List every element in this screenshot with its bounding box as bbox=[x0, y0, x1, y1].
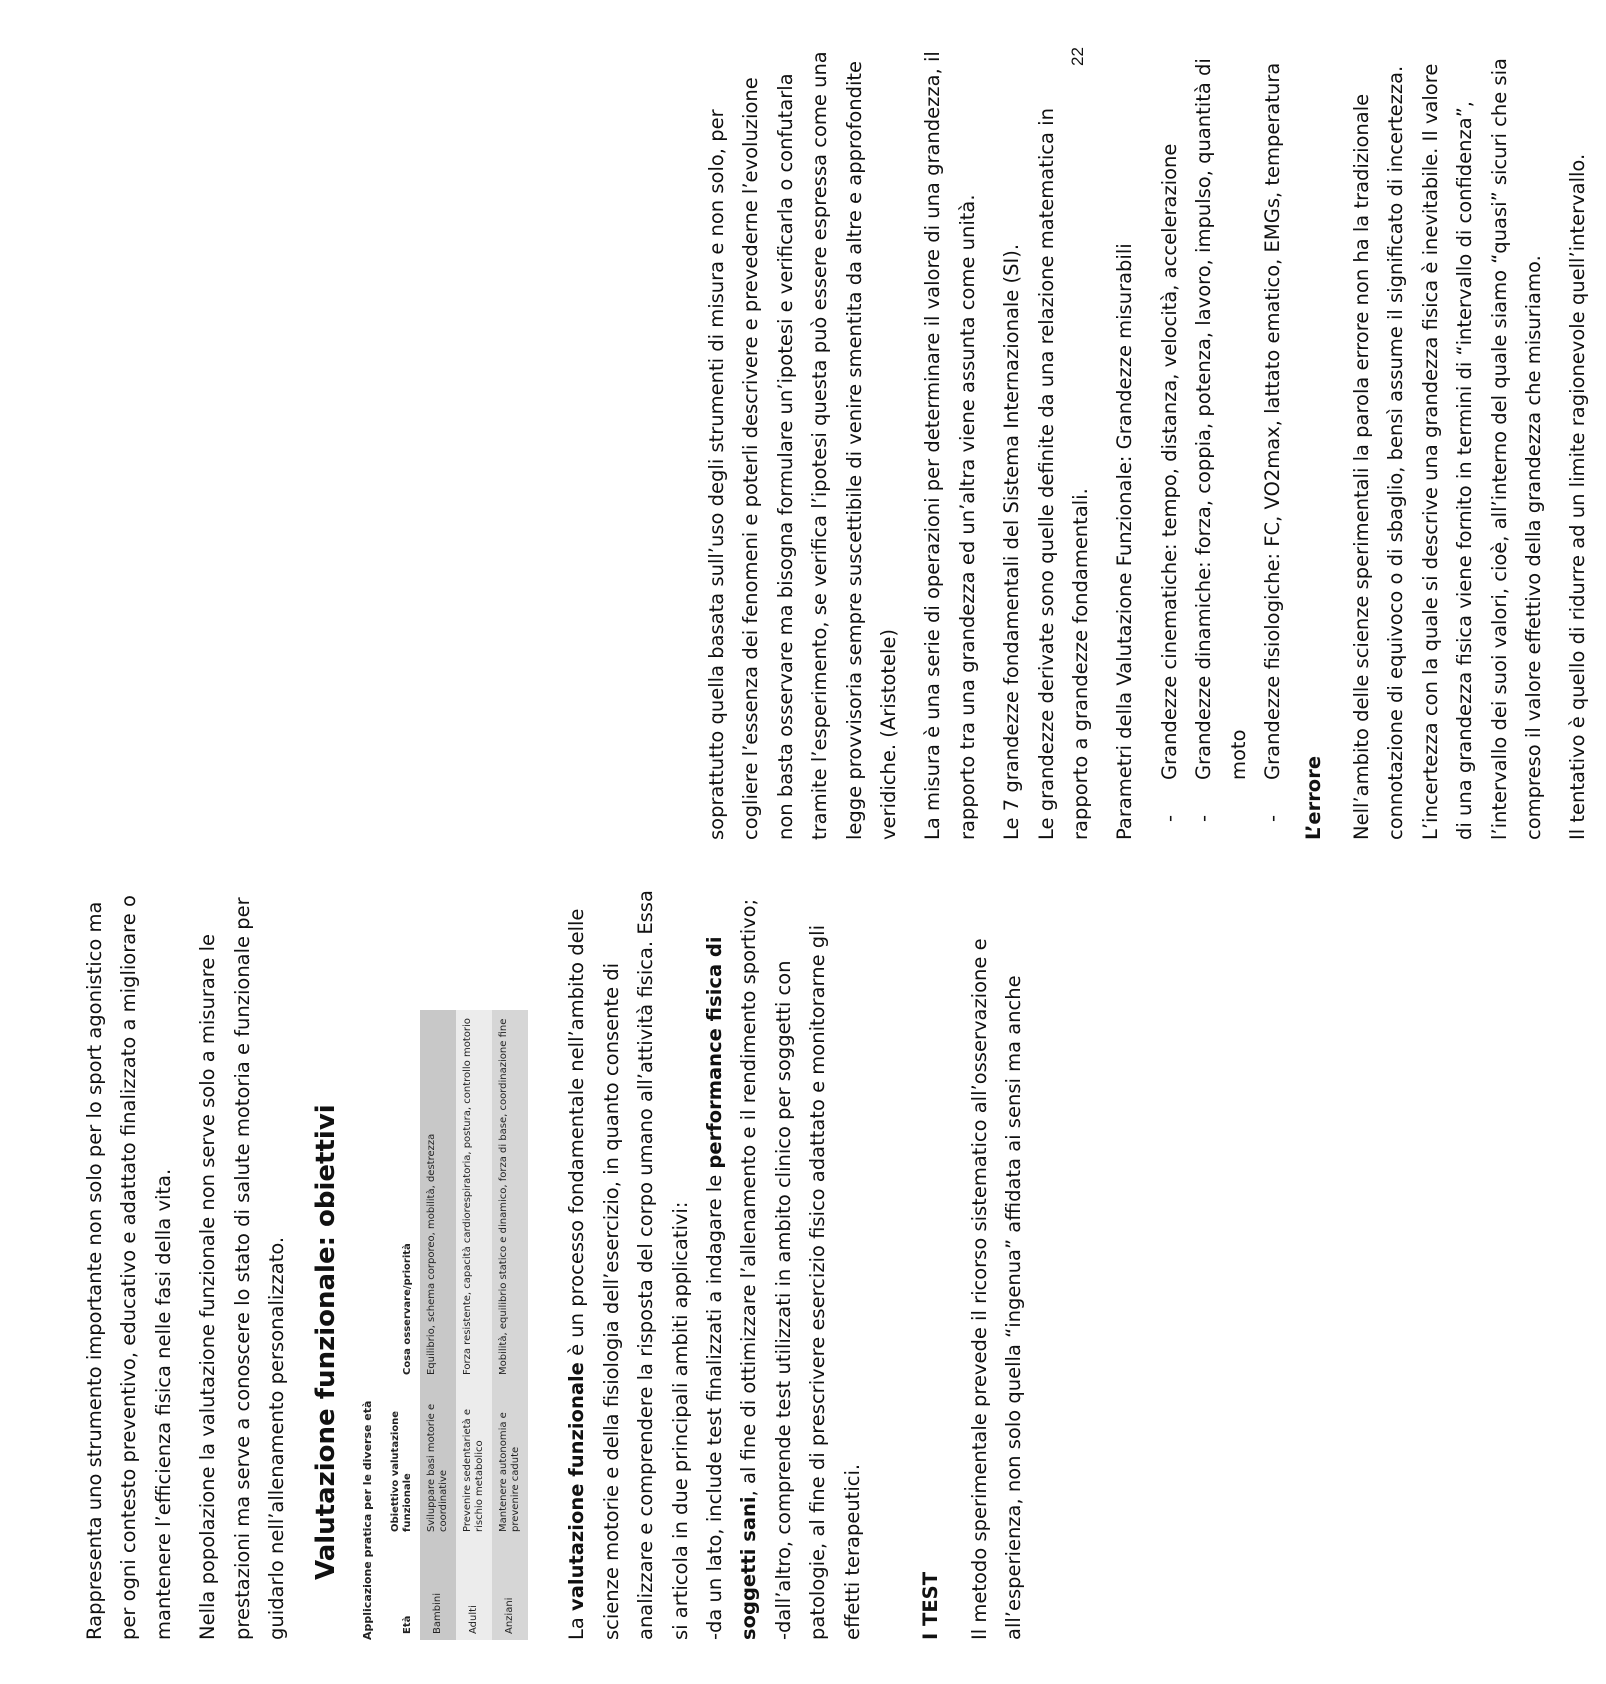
table-row bbox=[456, 1010, 492, 1640]
section-heading-test: I TEST bbox=[919, 1571, 943, 1640]
table-row bbox=[492, 1010, 528, 1640]
right-column bbox=[700, 50, 1606, 840]
age-table bbox=[384, 1010, 528, 1640]
section-heading-error: L’errore bbox=[1301, 755, 1325, 840]
paragraph-population: Nella popolazione la valutazione funzionale non serve solo a misurare le prestazioni ma serve a conoscere lo stato di salute motoria e funzionale per guidarlo nell’allenamento personalizzato. bbox=[196, 897, 289, 1640]
table-cell: Forza resistente, capacità cardiorespiratoria, postura, controllo motorio bbox=[456, 1010, 492, 1381]
paragraph-continued: soprattutto quella basata sull’uso degli strumenti di misura e non solo, per cogliere l’essenza dei fenomeni e poterli descrivere e prevederne l’evoluzione non basta osservare ma bisogna formulare un’ipotesi e verificarla o confutarla tramite l’esperimento, se verifica l’ipotesi questa può essere espressa come una legge provvisoria sempre suscettibile di venire smentita da altre e approfondite veridiche. (Aristotele) bbox=[705, 51, 901, 840]
table-cell: Mobilità, equilibrio statico e dinamico, forza di base, coordinazione fine bbox=[492, 1010, 528, 1381]
table-cell: Prevenire sedentarietà e rischio metabolico bbox=[456, 1381, 492, 1538]
table-header: Obiettivo valutazione funzionale bbox=[390, 1410, 414, 1532]
paragraph-method: Il metodo sperimentale prevede il ricorso sistematico all’osservazione e all’esperienza, non solo quella “ingenua” affidata ai sensi ma anche bbox=[967, 938, 1025, 1640]
section-heading-objectives: Valutazione funzionale: obiettivi bbox=[311, 1104, 342, 1580]
table-cell: Mantenere autonomia e prevenire cadute bbox=[492, 1381, 528, 1538]
list-item: - Grandezze dinamiche: forza, coppia, potenza, lavoro, impulso, quantità di moto bbox=[1187, 50, 1256, 840]
paragraph-attempt: Il tentativo è quello di ridurre ad un limite ragionevole quell’intervallo. bbox=[1566, 153, 1590, 840]
table-cell: Equilibrio, schema corporeo, mobilità, destrezza bbox=[420, 1010, 456, 1381]
bold-term: valutazione funzionale bbox=[565, 1362, 589, 1611]
paragraph-si: Le 7 grandezze fondamentali del Sistema Internazionale (SI). Le grandezze derivate sono quelle definite da una relazione matematica in rapporto a grandezze fondamentali. bbox=[1000, 108, 1093, 840]
table-cell: Bambini bbox=[420, 1538, 456, 1640]
table-cell: Adulti bbox=[456, 1538, 492, 1640]
paragraph-parameters: Parametri della Valutazione Funzionale: Grandezze misurabili bbox=[1113, 243, 1137, 840]
list-item: - Grandezze cinematiche: tempo, distanza, velocità, accelerazione bbox=[1153, 50, 1187, 840]
paragraph-error: Nell’ambito delle scienze sperimentali la parola errore non ha la tradizionale connotazione di equivoco o di sbaglio, bensì assume il significato di incertezza. L’incertezza con la quale si descrive una grandezza fisica è inevitabile. Il valore di una grandezza fisica viene fornito in termini di “intervallo di confidenza”, l’intervallo dei suoi valori, cioè, all’interno del quale siamo “quasi” sicuri che sia compreso il valore effettivo della grandezza che misuriamo. bbox=[1349, 58, 1545, 840]
table-cell: Anziani bbox=[492, 1538, 528, 1640]
table-figure bbox=[360, 1010, 528, 1640]
page-number: 22 bbox=[1068, 47, 1087, 66]
bold-term: performance fisica di soggetti sani bbox=[703, 936, 761, 1640]
parameters-list bbox=[1153, 50, 1291, 840]
paragraph-measure: La misura è una serie di operazioni per determinare il valore di una grandezza, il rapporto tra una grandezza ed un’altra viene assunta come unità. bbox=[921, 51, 979, 840]
table-row bbox=[420, 1010, 456, 1640]
table-title: Applicazione pratica per le diverse età bbox=[361, 1400, 375, 1640]
left-column bbox=[78, 870, 1041, 1640]
list-item: - Grandezze fisiologiche: FC, VO2max, lattato ematico, EMGs, temperatura bbox=[1256, 50, 1290, 840]
paragraph-intro: Rappresenta uno strumento importante non solo per lo sport agonistico ma per ogni contesto preventivo, educativo e adattato finalizzato a migliorare o mantenere l’efficienza fisica nelle fasi della vita. bbox=[83, 895, 175, 1640]
table-header: Età bbox=[402, 1615, 414, 1634]
paragraph-definition: La valutazione funzionale è un processo fondamentale nell’ambito delle scienze motorie e della fisiologia dell’esercizio, in quanto consente di analizzare e comprendere la risposta del corpo umano all’attività fisica. Essa si articola in due principali ambiti applicativi: -da un lato, include test finalizzati a indagare le performance fisica di soggetti sani, al fine di ottimizzare l’allenamento e il rendimento sportivo; -dall’altro, comprende test utilizzati in ambito clinico per soggetti con patologie, al fine di prescrivere esercizio fisico adattato e monitorarne gli effetti terapeutici. bbox=[565, 890, 864, 1640]
table-header: Cosa osservare/priorità bbox=[402, 1243, 414, 1375]
table-cell: Sviluppare basi motorie e coordinative bbox=[420, 1381, 456, 1538]
